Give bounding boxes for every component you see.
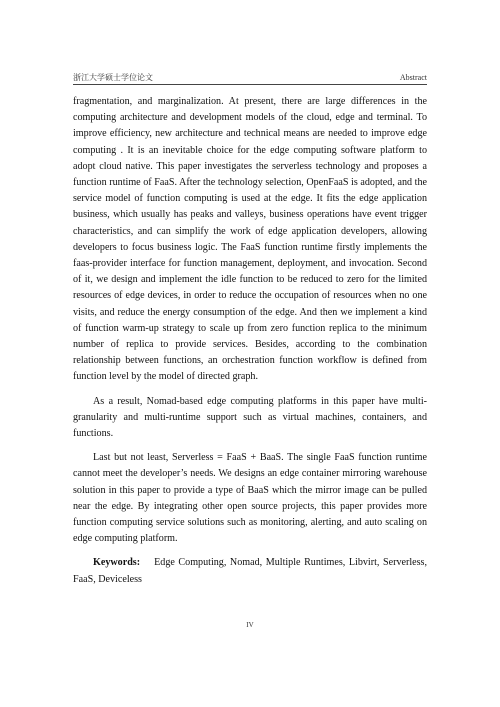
header-divider [73,84,427,85]
keywords-text: Edge Computing, Nomad, Multiple Runtimes, Libvirt, Serverless, FaaS, Deviceless [73,557,427,585]
thesis-title-header: 浙江大学硕士学位论文 [73,73,153,82]
abstract-body [73,94,427,596]
section-header: Abstract [399,73,427,82]
abstract-paragraph-1: fragmentation, and marginalization. At present, there are large differences in the computing architecture and development models of the cloud, edge and terminal. To improve efficiency, new architecture and technical means are needed to improve edge computing . It is an inevitable choice for the edge computing software platform to adopt cloud native. This paper investigates the serverless technology and proposes a function runtime of FaaS. After the technology selection, OpenFaaS is adopted, and the service model of function computing is used at the edge. It fits the edge application business, which usually has peaks and valleys, business operations have event trigger characteristics, and can simplify the work of edge application developers, allowing developers to focus business logic. The FaaS function runtime firstly implements the faas-provider interface for function management, deployment, and invocation. Second of it, we design and implement the idle function to be reduced to zero for the limited resources of edge devices, in order to reduce the occupation of resources when no one visits, and reduce the energy consumption of the edge. And then we implement a kind of function warm-up strategy to scale up from zero function replica to the minimum number of replica to provide services. Besides, according to the combination relationship between functions, an orchestration function workflow is defined from function level by the model of directed graph. [73,96,427,383]
abstract-paragraph-2: As a result, Nomad-based edge computing platforms in this paper have multi-granularity and multi-runtime support such as virtual machines, containers, and functions. [73,395,427,440]
abstract-paragraph-3: Last but not least, Serverless = FaaS + BaaS. The single FaaS function runtime cannot meet the developer’s needs. We designs an edge container mirroring warehouse solution in this paper to provide a type of BaaS which the mirror image can be pulled near the edge. By integrating other open source projects, this paper provides more function computing service solutions such as monitoring, alerting, and auto scaling on edge computing platform. [73,452,427,545]
keywords-label: Keywords: [93,557,141,569]
keywords-line [73,555,427,587]
page-number: IV [246,621,254,629]
